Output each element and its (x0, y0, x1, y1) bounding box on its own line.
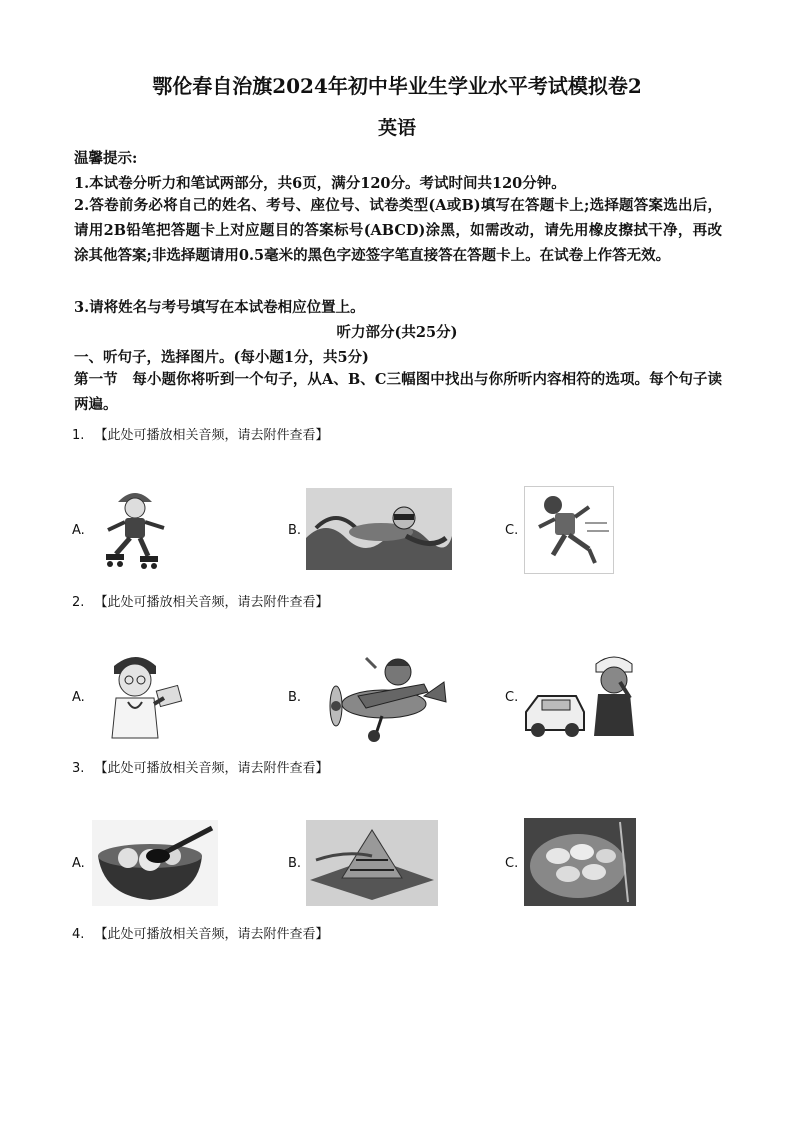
question-3 (72, 757, 329, 776)
rice-balls-bowl-image[interactable] (92, 820, 218, 906)
section-1-instruction: 第一节 每小题你将听到一个句子，从A、B、C三幅图中找出与你所听内容相符的选项。每个句子读两遍。 (74, 371, 722, 413)
audio-link[interactable]: 【此处可播放相关音频，请去附件查看】 (94, 927, 329, 942)
option-label-c: C. (505, 523, 519, 538)
option-label-a: A. (72, 523, 85, 538)
notice-item-1: 1.本试卷分听力和笔试两部分，共6页，满分120分。考试时间共120分钟。 (74, 175, 566, 192)
runner-image[interactable] (524, 486, 614, 574)
option-label-b: B. (288, 523, 302, 538)
question-number: 4. (72, 927, 85, 942)
option-label-b: B. (288, 690, 302, 705)
notice-item-2: 2.答卷前务必将自己的姓名、考号、座位号、试卷类型(A或B)填写在答题卡上;选择题答案选出后，请用2B铅笔把答题卡上对应题目的答案标号(ABCD)涂黑，如需改动，请先用橡皮擦拭干净，再改涂其他答案;非选择题请用0.5毫米的黑色字迹签字笔直接答在答题卡上。在试卷上作答无效。 (74, 197, 722, 264)
subject-title: 英语 (377, 117, 416, 139)
option-label-c: C. (505, 856, 519, 871)
exam-title: 鄂伦春自治旗2024年初中毕业生学业水平考试模拟卷2 (152, 74, 642, 98)
option-label-c: C. (505, 690, 519, 705)
question-1 (72, 424, 329, 443)
pilot-plane-image[interactable] (306, 646, 450, 746)
listening-heading: 听力部分(共25分) (336, 324, 458, 341)
question-number: 3. (72, 761, 85, 776)
question-number: 1. (72, 428, 85, 443)
question-number: 2. (72, 595, 85, 610)
question-2 (72, 591, 329, 610)
notice-item-3: 3.请将姓名与考号填写在本试卷相应位置上。 (74, 299, 365, 316)
police-officer-image[interactable] (524, 650, 642, 742)
swimmer-image[interactable] (306, 488, 452, 570)
option-label-a: A. (72, 856, 85, 871)
dumplings-image[interactable] (524, 818, 636, 906)
doctor-image[interactable] (92, 648, 192, 742)
audio-link[interactable]: 【此处可播放相关音频，请去附件查看】 (94, 595, 329, 610)
section-1-heading: 一、听句子，选择图片。(每小题1分，共5分) (74, 349, 369, 366)
audio-link[interactable]: 【此处可播放相关音频，请去附件查看】 (94, 428, 329, 443)
zongzi-image[interactable] (306, 820, 438, 906)
question-4 (72, 923, 329, 942)
audio-link[interactable]: 【此处可播放相关音频，请去附件查看】 (94, 761, 329, 776)
option-label-b: B. (288, 856, 302, 871)
notice-label: 温馨提示: (74, 150, 138, 167)
option-label-a: A. (72, 690, 85, 705)
roller-skater-image[interactable] (92, 484, 178, 574)
